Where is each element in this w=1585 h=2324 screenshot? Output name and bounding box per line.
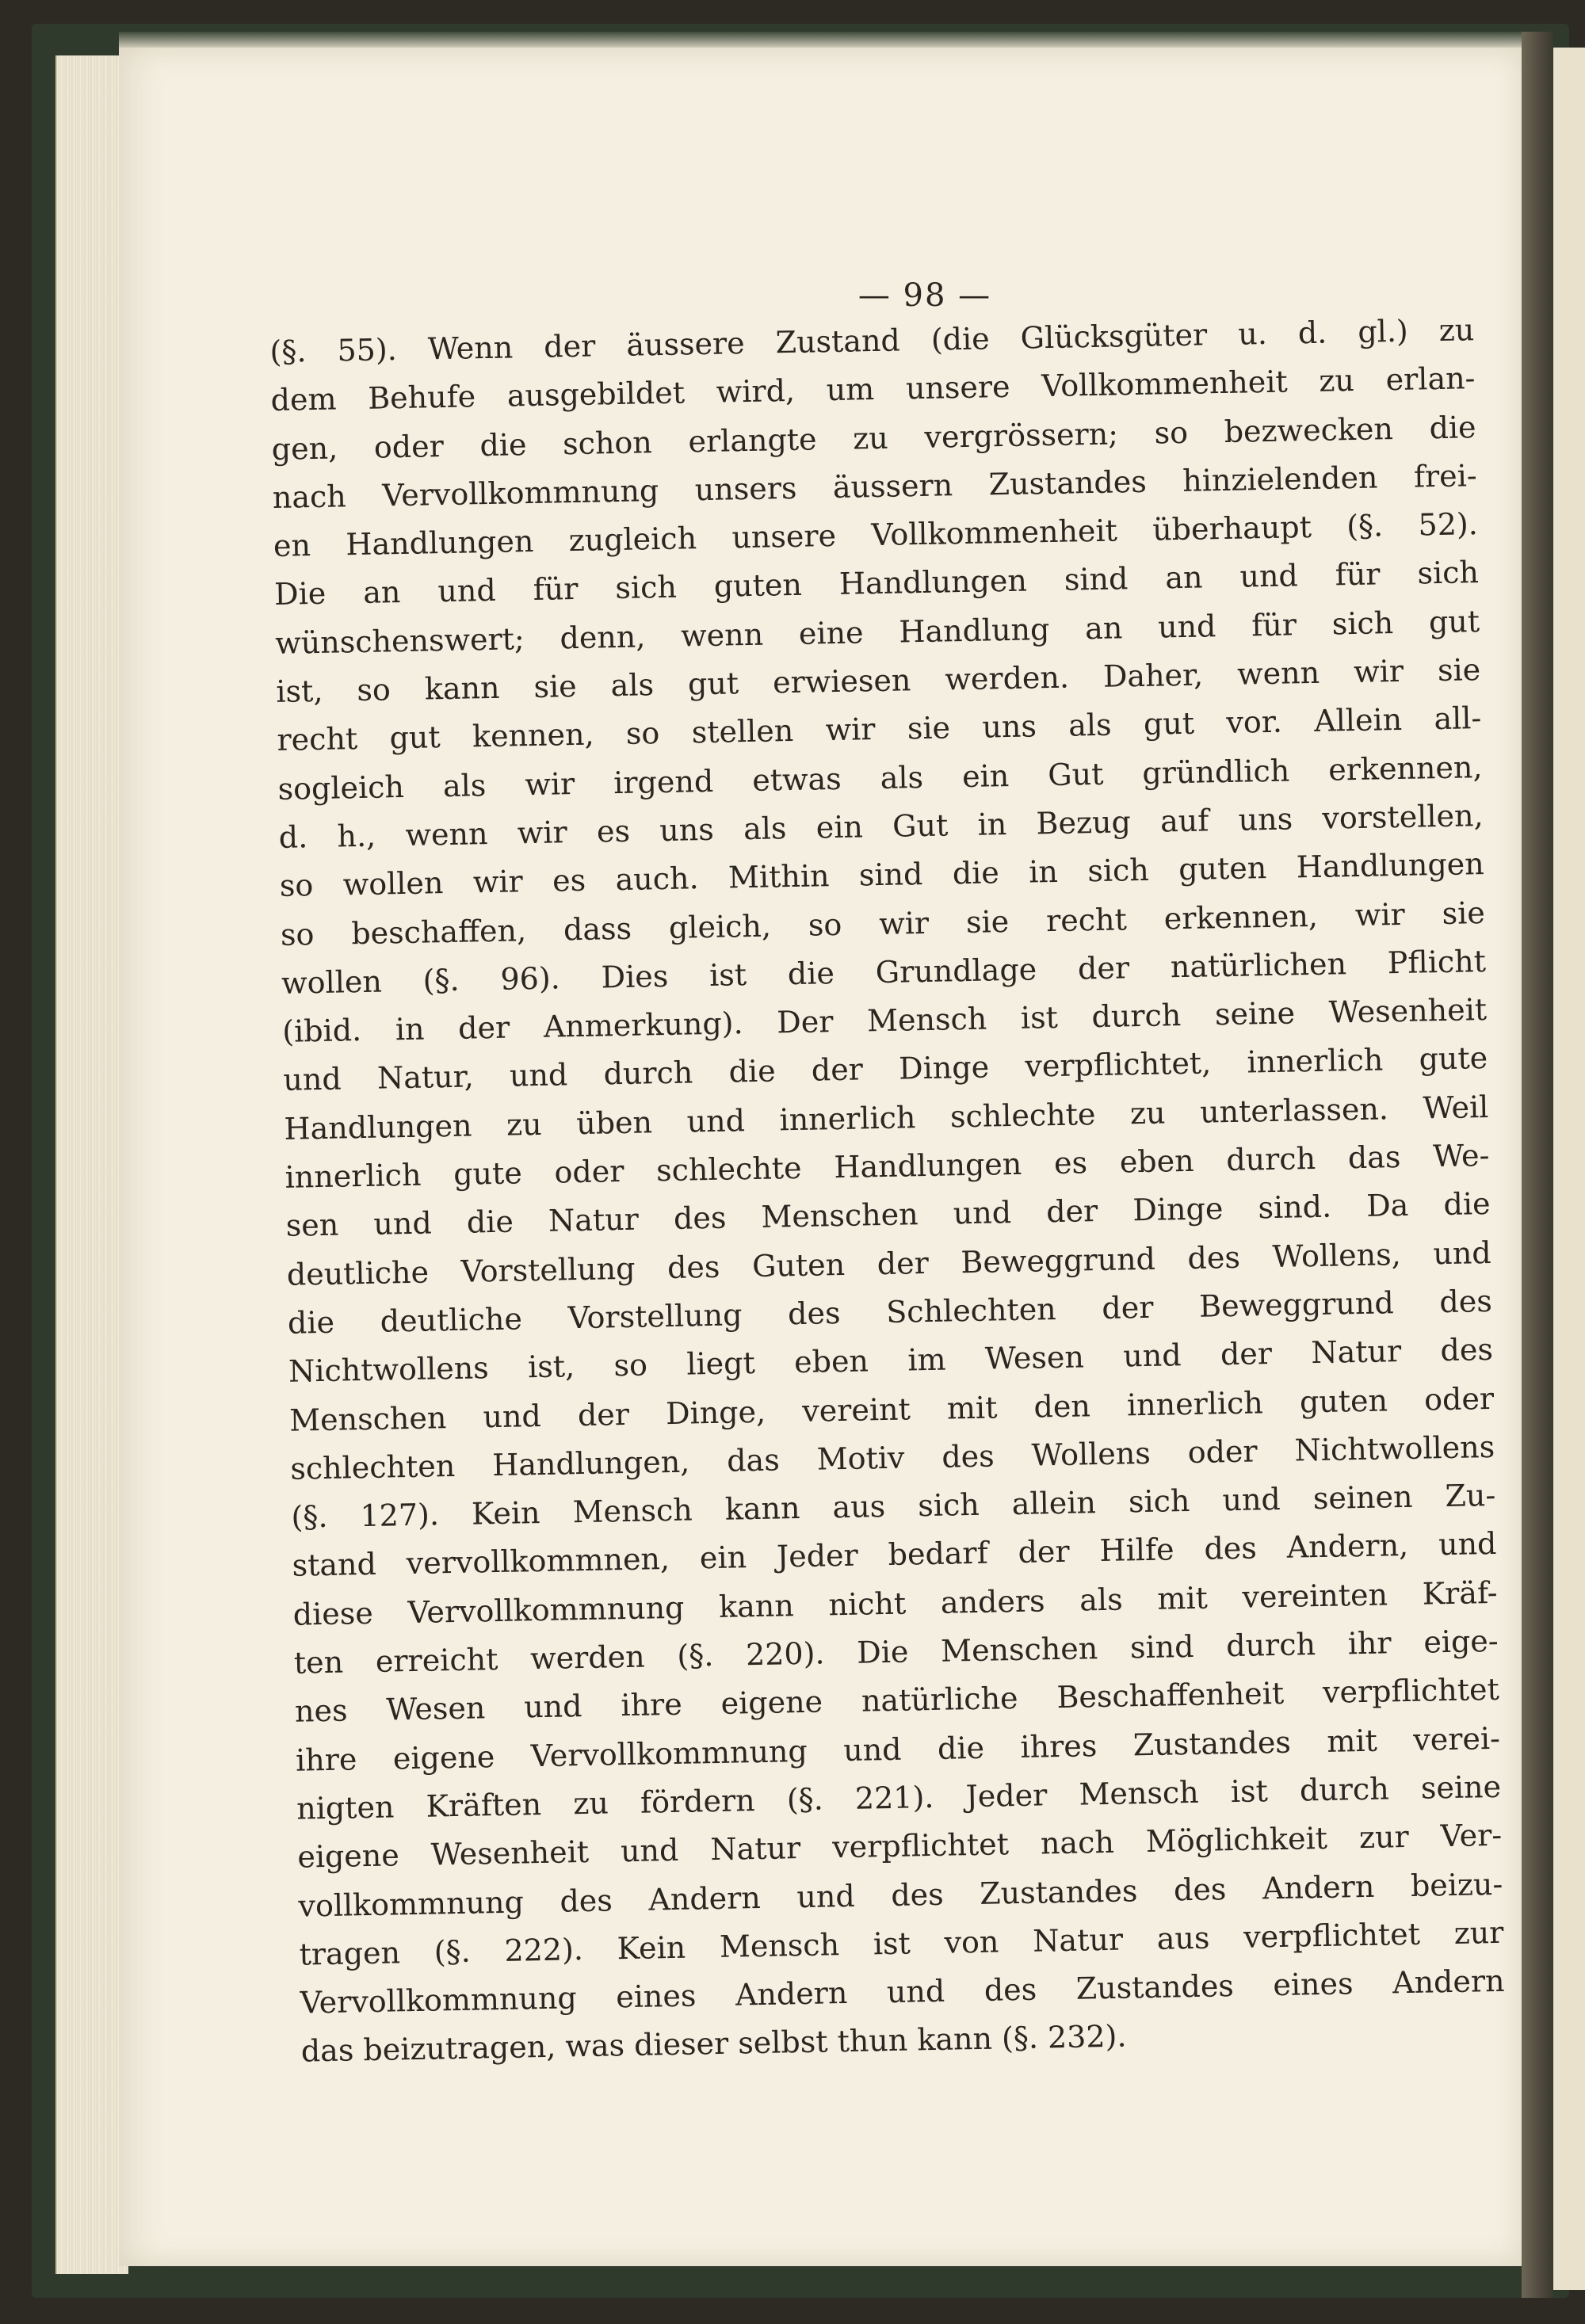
text-line: schlechten Handlungen, das Motiv des Wollens oder Nichtwollens <box>289 1429 1495 1486</box>
text-line: und Natur, und durch die der Dinge verpflichtet, innerlich gute <box>282 1040 1488 1098</box>
text-line: (§. 127). Kein Mensch kann aus sich allein sich und seinen Zu- <box>291 1478 1496 1535</box>
text-line: Nichtwollens ist, so liegt eben im Wesen und der Natur des <box>288 1332 1494 1390</box>
text-line: wollen (§. 96). Dies ist die Grundlage der natürlichen Pflicht <box>281 943 1487 1001</box>
text-line: wünschenswert; denn, wenn eine Handlung an und für sich gut <box>274 603 1480 661</box>
text-line: sogleich als wir irgend etwas als ein Gut gründlich erkennen, <box>277 749 1483 807</box>
text-line: ist, so kann sie als gut erwiesen werden. Daher, wenn wir sie <box>276 652 1481 709</box>
text-line: Vervollkommnung eines Andern und des Zustandes eines Andern <box>300 1963 1505 2021</box>
text-line: vollkommnung des Andern und des Zustandes des Andern beizu- <box>298 1866 1503 1924</box>
text-line: gen, oder die schon erlangte zu vergrössern; so bezwecken die <box>271 409 1476 467</box>
page-number: — 98 — <box>857 277 992 314</box>
text-line: stand vervollkommnen, ein Jeder bedarf der Hilfe des Andern, und <box>292 1526 1497 1584</box>
text-line: ten erreicht werden (§. 220). Die Menschen sind durch ihr eige- <box>293 1623 1499 1681</box>
text-line: ihre eigene Vervollkommnung und die ihres Zustandes mit verei- <box>295 1720 1501 1778</box>
page-stack-edges <box>55 55 128 2274</box>
text-line: diese Vervollkommnung kann nicht anders als mit vereinten Kräf- <box>292 1574 1498 1632</box>
text-line: so beschaffen, dass gleich, so wir sie recht erkennen, wir sie <box>280 895 1486 952</box>
text-line: das beizutragen, was dieser selbst thun kann (§. 232). <box>300 2018 1127 2070</box>
text-line: innerlich gute oder schlechte Handlungen es eben durch das We- <box>285 1138 1490 1195</box>
text-line: nes Wesen und ihre eigene natürliche Beschaffenheit verpflichtet <box>294 1672 1500 1730</box>
text-line: dem Behufe ausgebildet wird, um unsere Vollkommenheit zu erlan- <box>270 361 1476 418</box>
text-line: Menschen und der Dinge, vereint mit den innerlich guten oder <box>288 1380 1495 1438</box>
text-line: d. h., wenn wir es uns als ein Gut in Bezug auf uns vorstellen, <box>278 798 1484 855</box>
text-line: so wollen wir es auch. Mithin sind die in sich guten Handlungen <box>279 846 1485 904</box>
body-text <box>269 306 1506 2076</box>
text-line: Die an und für sich guten Handlungen sind an und für sich <box>273 555 1480 612</box>
text-line: tragen (§. 222). Kein Mensch ist von Natur aus verpflichtet zur <box>299 1914 1504 1972</box>
text-line: die deutliche Vorstellung des Schlechten der Beweggrund des <box>287 1283 1493 1341</box>
text-line: deutliche Vorstellung des Guten der Beweggrund des Wollens, und <box>286 1235 1492 1292</box>
text-line: Handlungen zu üben und innerlich schlechte zu unterlassen. Weil <box>284 1089 1489 1147</box>
text-line: (ibid. in der Anmerkung). Der Mensch ist durch seine Wesenheit <box>281 992 1488 1050</box>
text-line: nach Vervollkommnung unsers äussern Zustandes hinzielenden frei- <box>272 458 1478 515</box>
next-page-edge <box>1553 48 1585 2290</box>
book-gutter <box>1522 32 1553 2298</box>
text-line: nigten Kräften zu fördern (§. 221). Jeder Mensch ist durch seine <box>296 1769 1502 1826</box>
text-line: (§. 55). Wenn der äussere Zustand (die Glücksgüter u. d. gl.) zu <box>269 312 1475 369</box>
text-line: en Handlungen zugleich unsere Vollkommenheit überhaupt (§. 52). <box>273 506 1479 564</box>
text-line: sen und die Natur des Menschen und der Dinge sind. Da die <box>285 1186 1491 1244</box>
text-line: eigene Wesenheit und Natur verpflichtet nach Möglichkeit zur Ver- <box>296 1818 1503 1875</box>
text-line: recht gut kennen, so stellen wir sie uns als gut vor. Allein all- <box>277 700 1482 758</box>
